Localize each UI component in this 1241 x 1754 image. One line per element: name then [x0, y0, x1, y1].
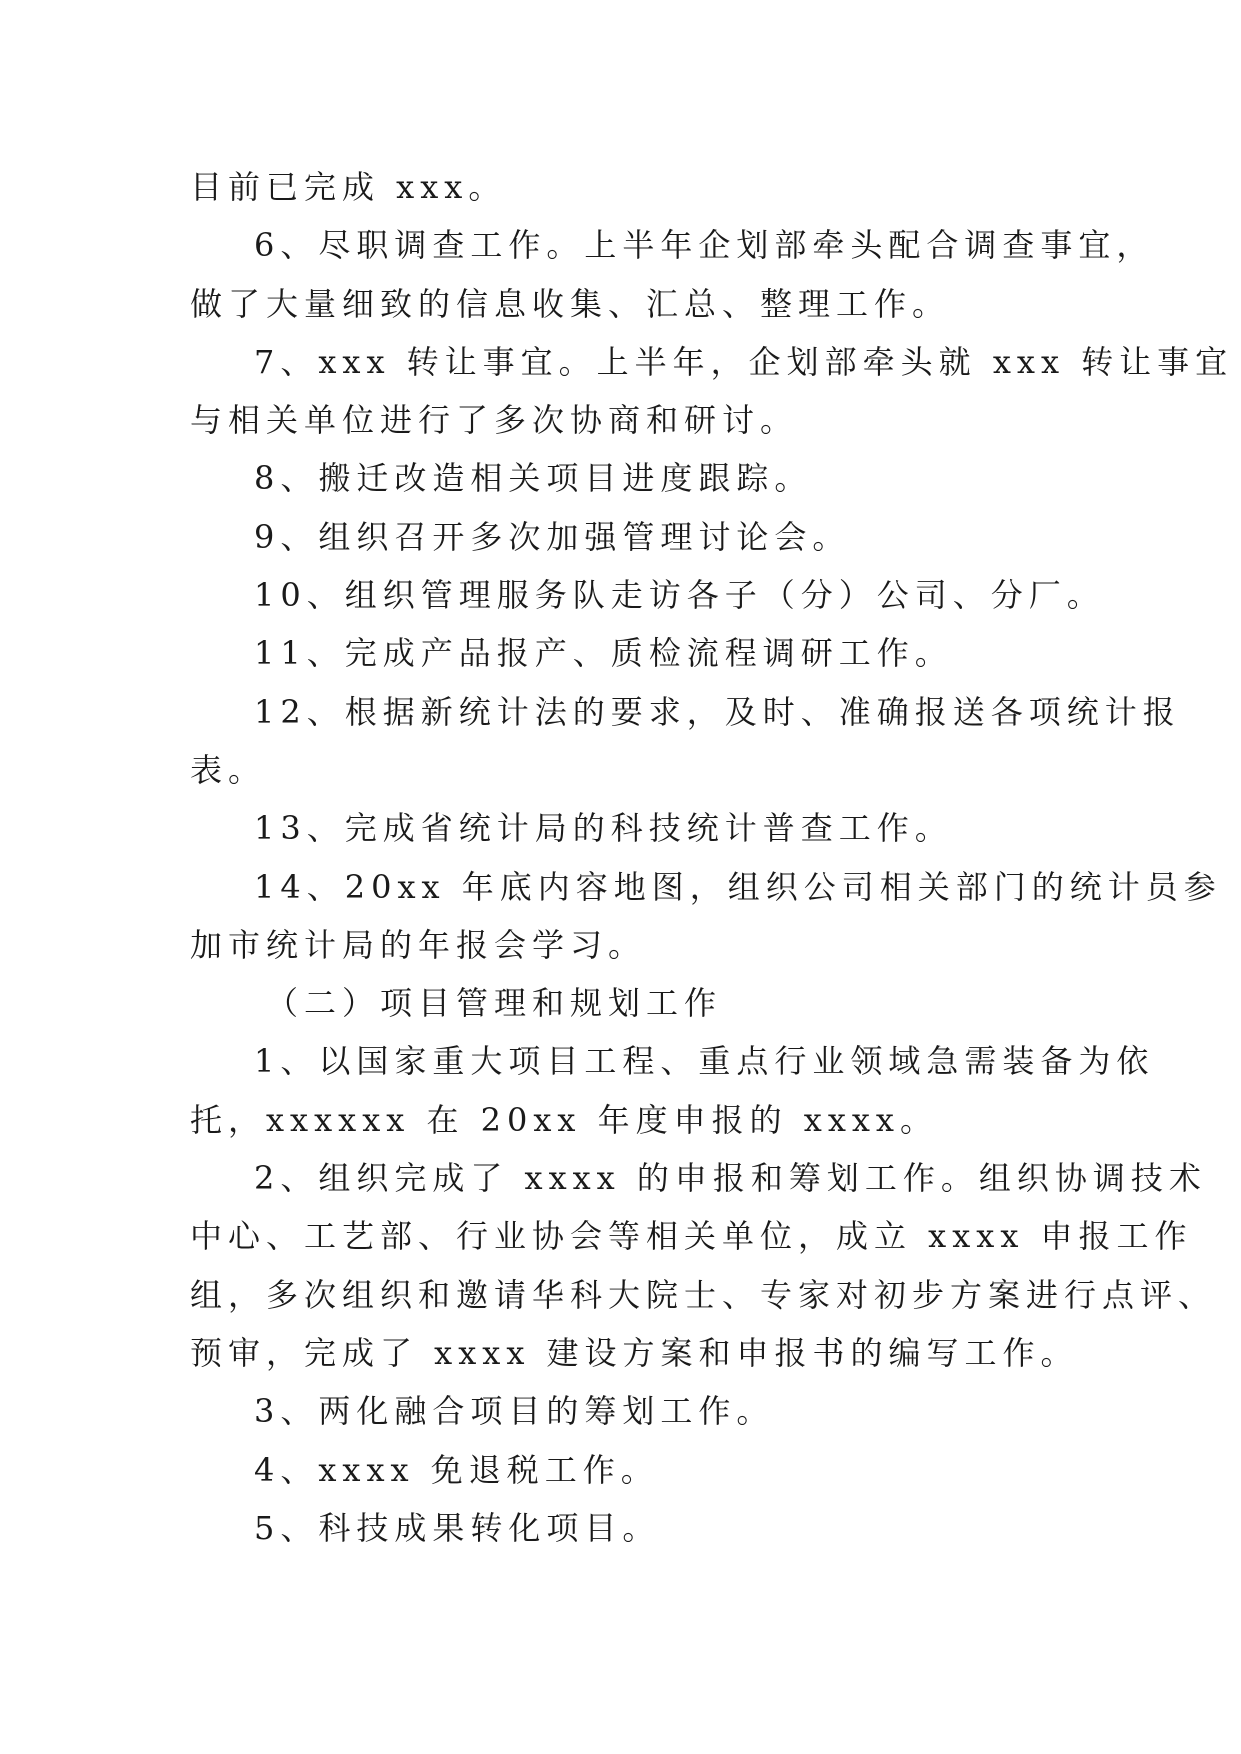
list-item-11: 11、完成产品报产、质检流程调研工作。 — [254, 634, 953, 673]
list-item-3: 3、两化融合项目的筹划工作。 — [254, 1392, 775, 1431]
list-item-1: 1、以国家重大项目工程、重点行业领域急需装备为依 — [254, 1042, 1155, 1081]
text-line: 加市统计局的年报会学习。 — [190, 925, 647, 964]
text-line: 组，多次组织和邀请华科大院士、专家对初步方案进行点评、 — [190, 1275, 1217, 1314]
list-item-5: 5、科技成果转化项目。 — [254, 1508, 661, 1547]
section-heading: （二）项目管理和规划工作 — [266, 984, 723, 1023]
list-item-4: 4、xxxx 免退税工作。 — [254, 1450, 659, 1489]
list-item-12: 12、根据新统计法的要求，及时、准确报送各项统计报 — [254, 692, 1181, 731]
document-body — [190, 158, 1234, 1557]
text-line: 与相关单位进行了多次协商和研讨。 — [190, 401, 799, 440]
list-item-9: 9、组织召开多次加强管理讨论会。 — [254, 517, 851, 556]
text-line: 中心、工艺部、行业协会等相关单位，成立 xxxx 申报工作 — [190, 1217, 1193, 1256]
text-line: 托，xxxxxx 在 20xx 年度申报的 xxxx。 — [190, 1100, 938, 1139]
list-item-10: 10、组织管理服务队走访各子（分）公司、分厂。 — [254, 576, 1105, 615]
text-line: 做了大量细致的信息收集、汇总、整理工作。 — [190, 284, 951, 323]
list-item-13: 13、完成省统计局的科技统计普查工作。 — [254, 809, 953, 848]
text-line: 目前已完成 xxx。 — [190, 168, 507, 206]
list-item-8: 8、搬迁改造相关项目进度跟踪。 — [254, 459, 813, 498]
list-item-14: 14、20xx 年底内容地图，组织公司相关部门的统计员参 — [254, 867, 1222, 906]
text-line: 预审，完成了 xxxx 建设方案和申报书的编写工作。 — [190, 1333, 1079, 1372]
list-item-2: 2、组织完成了 xxxx 的申报和筹划工作。组织协调技术 — [254, 1159, 1207, 1198]
list-item-6: 6、尽职调查工作。上半年企划部牵头配合调查事宜， — [254, 226, 1155, 265]
text-line: 表。 — [190, 750, 267, 789]
list-item-7: 7、xxx 转让事宜。上半年，企划部牵头就 xxx 转让事宜 — [254, 342, 1234, 381]
